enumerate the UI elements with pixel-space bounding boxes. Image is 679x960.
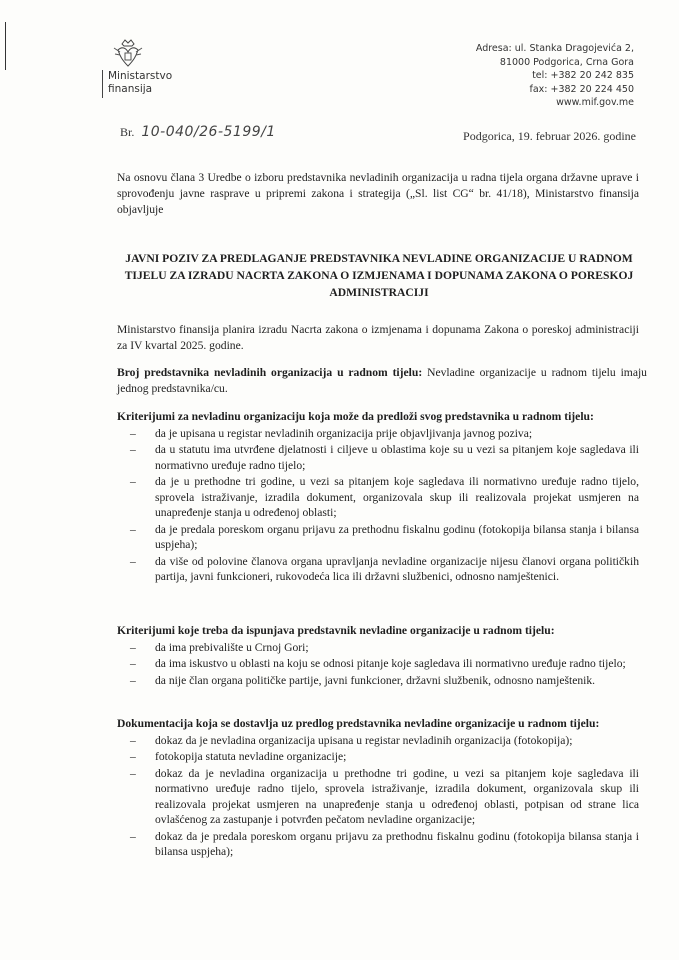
address-fax: fax: +382 20 224 450 xyxy=(529,83,634,95)
reference-number xyxy=(120,124,276,140)
reference-label: Br. xyxy=(120,125,135,139)
list-item-text: da više od polovine članova organa upravljanja nevladine organizacije nijesu članovi organa političkih partija, javni funkcioneri, rukovodeća lica ili državni službenici, odnosno namještenici. xyxy=(155,554,639,583)
document-title: JAVNI POZIV ZA PREDLAGANJE PREDSTAVNIKA NEVLADINE ORGANIZACIJE U RADNOM TIJELU ZA IZRADU NACRTA ZAKONA O IZMJENAMA I DOPUNAMA ZAKONA O PORESKOJ ADMINISTRACIJI xyxy=(124,252,634,299)
list-item-text: fotokopija statuta nevladine organizacije; xyxy=(155,750,347,763)
section-documentation xyxy=(117,716,647,861)
section-representative-count-text: Nevladine organizacije u radnom tijelu imaju jednog predstavnika/cu. xyxy=(117,366,647,395)
list-item xyxy=(117,522,647,553)
list-item-text: dokaz da je nevladina organizacija u prethodne tri godine, u vezi sa pitanjem koje sagledava ili normativno uređuje radno tijelo, sprovela istraživanje, izradila dokument, organizovala skup ili realizovala projekat usmjeren na unapređenje stanja u određenoj oblasti, potpisan od strane lica ovlašćenog za zastupanje i potvrđen pečatom nevladine organizacije; xyxy=(155,766,639,826)
list-item xyxy=(117,733,647,749)
list-dash: – xyxy=(130,554,136,568)
list-item-text: da je upisana u registar nevladinih organizacija prije objavljivanja javnog poziva; xyxy=(155,426,533,440)
list-dash: – xyxy=(130,522,136,536)
scan-edge-mark xyxy=(5,22,6,70)
list-dash: – xyxy=(130,673,136,687)
list-item xyxy=(117,426,647,442)
list-item xyxy=(117,442,647,473)
intro-paragraph: Na osnovu člana 3 Uredbe o izboru predstavnika nevladinih organizacija u radna tijela organa državne uprave i sprovođenju javne rasprave u pripremi zakona i strategija („Sl. list CG“ br. 41/18), Ministarstvo finansija objavljuje xyxy=(117,171,639,216)
list-dash: – xyxy=(130,750,136,763)
list-dash: – xyxy=(130,766,136,780)
section-representative-criteria-heading: Kriterijumi koje treba da ispunjava predstavnik nevladine organizacije u radnom tijelu: xyxy=(117,624,555,637)
address-website: www.mif.gov.me xyxy=(556,97,634,108)
list-item xyxy=(117,640,647,656)
list-dash: – xyxy=(130,426,136,440)
ministry-name-line2: finansija xyxy=(108,83,153,95)
representative-criteria-list xyxy=(117,640,647,689)
list-dash: – xyxy=(130,640,136,654)
list-item-text: dokaz da je predala poreskom organu prijavu za prethodnu fiskalnu godinu (fotokopija bilansa stanja i bilansa uspjeha); xyxy=(155,829,639,858)
list-item xyxy=(117,656,647,672)
ministry-name-line1: Ministarstvo xyxy=(108,70,173,82)
list-item-text: da je u prethodne tri godine, u vezi sa pitanjem koje sagledava ili normativno uređuje radno tijelo, sprovela istraživanje, izradila dokument, organizovala skup ili realizovala projekat usmjeren na unapređenje stanja u određenoj oblasti; xyxy=(155,475,639,519)
list-dash: – xyxy=(130,733,136,747)
list-dash: – xyxy=(130,443,136,456)
reference-handwritten-number: 10-040/26-5199/1 xyxy=(141,124,276,140)
section-representative-count xyxy=(117,365,647,396)
contact-address-block xyxy=(476,42,634,110)
section-representative-count-heading: Broj predstavnika nevladinih organizacija u radnom tijelu: xyxy=(117,366,423,379)
ministry-name xyxy=(108,70,172,96)
address-street: Adresa: ul. Stanka Dragojevića 2, xyxy=(475,43,634,54)
list-item xyxy=(117,554,647,585)
list-item xyxy=(117,766,647,828)
list-item-text: da ima iskustvo u oblasti na koju se odnosi pitanje koje sagledava ili normativno uređuje radno tijelo; xyxy=(155,657,626,670)
list-item xyxy=(117,749,647,765)
list-item xyxy=(117,673,647,689)
list-item xyxy=(117,474,647,521)
list-item-text: da je predala poreskom organu prijavu za prethodnu fiskalnu godinu (fotokopija bilansa stanja i bilansa uspjeha); xyxy=(155,522,639,551)
list-item xyxy=(117,829,647,860)
address-city: 81000 Podgorica, Crna Gora xyxy=(499,56,634,68)
organization-criteria-list xyxy=(117,426,647,585)
list-dash: – xyxy=(130,829,136,843)
ministry-divider xyxy=(102,70,103,98)
documentation-list xyxy=(117,733,647,860)
plan-paragraph: Ministarstvo finansija planira izradu Nacrta zakona o izmjenama i dopunama Zakona o poreskoj administraciji za IV kvartal 2025. godine. xyxy=(117,323,639,352)
list-item-text: da u statutu ima utvrđene djelatnosti i ciljeve u oblastima koje su u vezi sa pitanjem koje sagledava ili normativno uređuje radno tijelo; xyxy=(155,443,639,472)
list-item-text: da ima prebivalište u Crnoj Gori; xyxy=(155,640,309,654)
list-item-text: da nije član organa političke partije, javni funkcioner, državni službenik, odnosno namještenik. xyxy=(155,673,596,687)
list-item-text: dokaz da je nevladina organizacija upisana u registar nevladinih organizacija (fotokopija); xyxy=(155,733,573,747)
section-representative-criteria xyxy=(117,623,647,689)
document-date: Podgorica, 19. februar 2026. godine xyxy=(463,129,636,143)
section-organization-criteria xyxy=(117,409,647,586)
list-dash: – xyxy=(130,657,136,670)
section-documentation-heading: Dokumentacija koja se dostavlja uz predlog predstavnika nevladine organizacije u radnom tijelu: xyxy=(117,717,600,730)
section-organization-criteria-heading: Kriterijumi za nevladinu organizaciju koja može da predloži svog predstavnika u radnom tijelu: xyxy=(117,410,594,423)
address-phone: tel: +382 20 242 835 xyxy=(532,70,634,81)
list-dash: – xyxy=(130,475,136,488)
